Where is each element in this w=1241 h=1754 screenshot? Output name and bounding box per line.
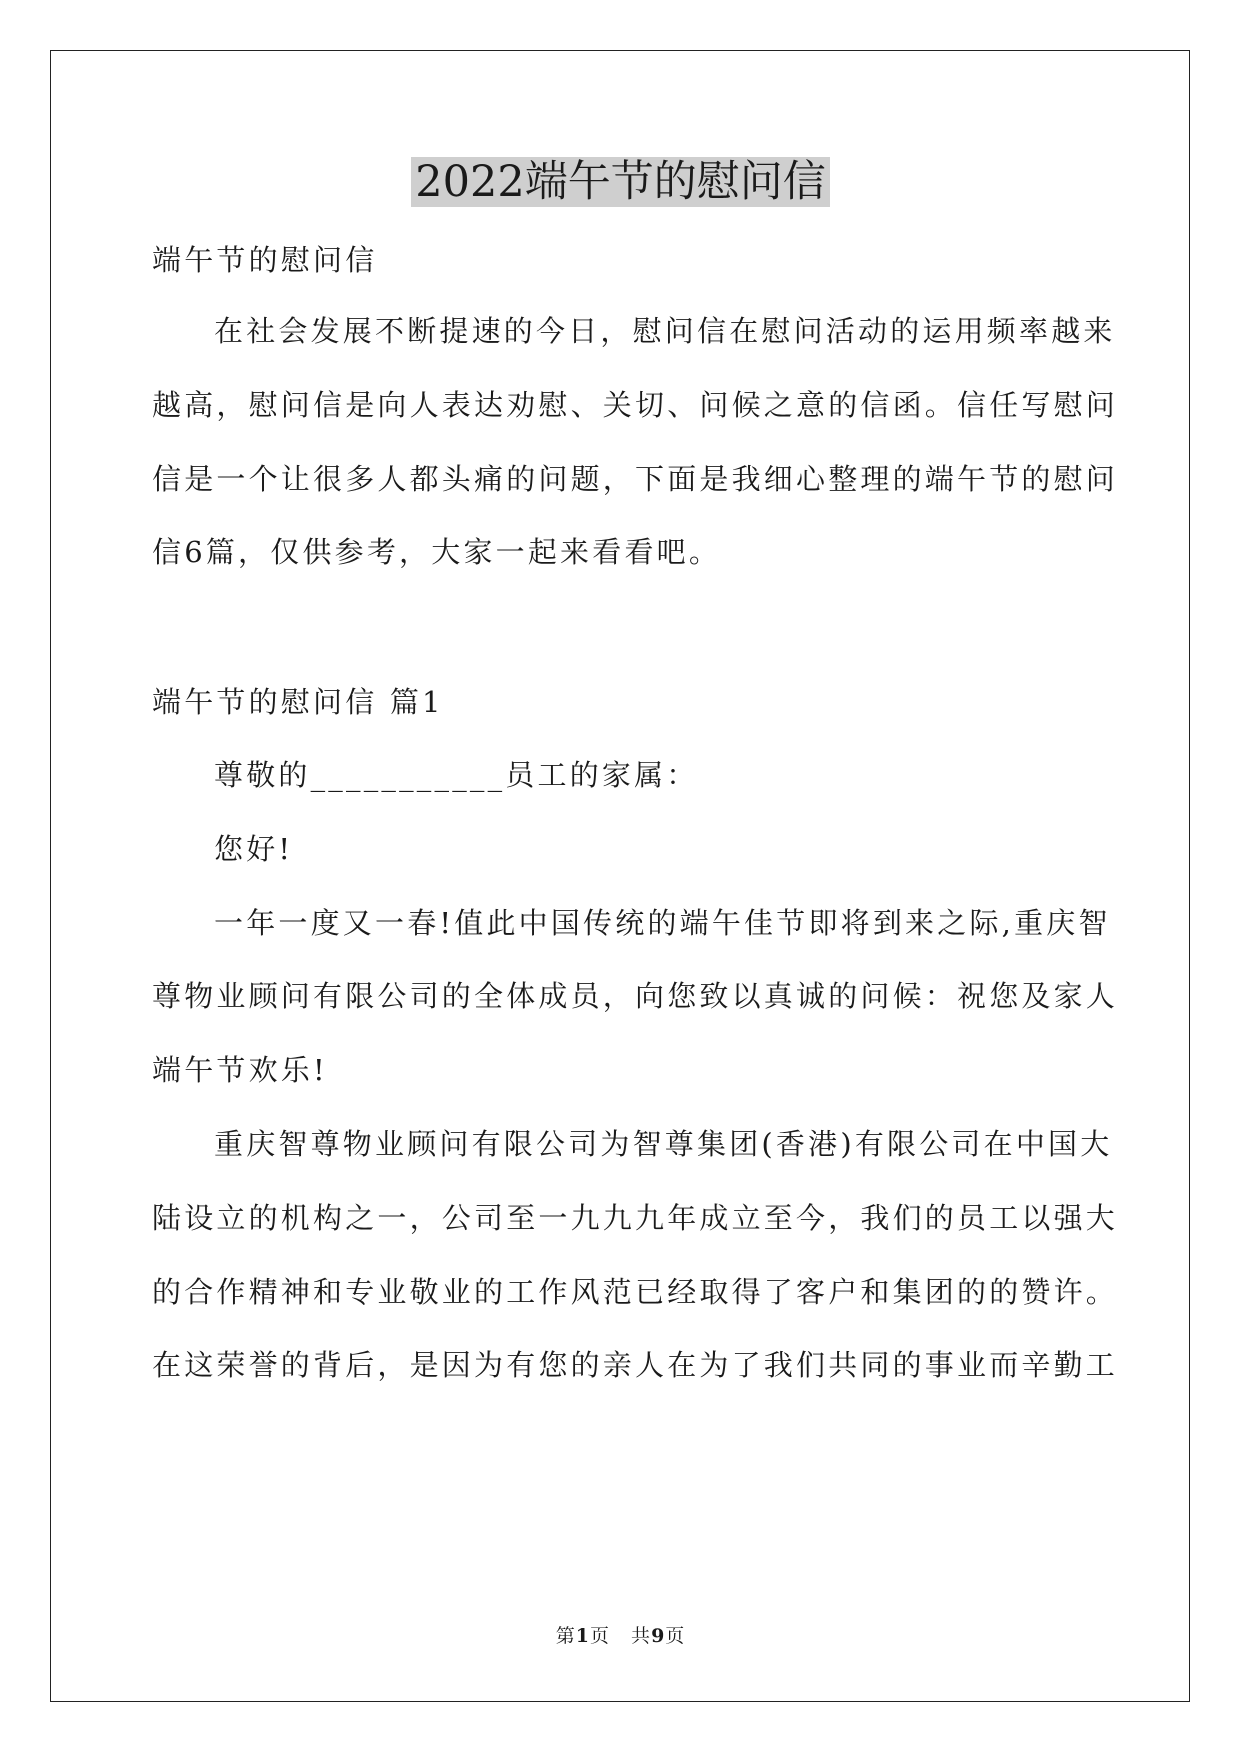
- page-suffix: 页: [665, 1625, 686, 1647]
- page-current: 1: [575, 1625, 590, 1647]
- paragraph-line: 在这荣誉的背后，是因为有您的亲人在为了我们共同的事业而辛勤工: [152, 1348, 1119, 1382]
- intro-line: 信6篇，仅供参考，大家一起来看看吧。: [152, 535, 722, 569]
- subtitle: 端午节的慰问信: [152, 243, 378, 277]
- paragraph-line: 端午节欢乐!: [152, 1053, 328, 1087]
- page-mid: 页 共: [589, 1625, 652, 1647]
- paragraph-line: 重庆智尊物业顾问有限公司为智尊集团(香港)有限公司在中国大: [214, 1127, 1113, 1161]
- page-footer: [0, 1622, 1241, 1650]
- intro-line: 信是一个让很多人都头痛的问题，下面是我细心整理的端午节的慰问: [152, 462, 1119, 496]
- intro-line: 在社会发展不断提速的今日，慰问信在慰问活动的运用频率越来: [214, 314, 1116, 348]
- paragraph-line: 陆设立的机构之一，公司至一九九九年成立至今，我们的员工以强大: [152, 1201, 1119, 1235]
- paragraph-line: 的合作精神和专业敬业的工作风范已经取得了客户和集团的的赞许。: [152, 1275, 1119, 1309]
- greeting: 您好!: [214, 832, 294, 866]
- section-heading: 端午节的慰问信 篇1: [152, 685, 444, 719]
- intro-line: 越高，慰问信是向人表达劝慰、关切、问候之意的信函。信任写慰问: [152, 388, 1119, 422]
- paragraph-line: 尊物业顾问有限公司的全体成员，向您致以真诚的问候：祝您及家人: [152, 979, 1119, 1013]
- paragraph-line: 一年一度又一春!值此中国传统的端午佳节即将到来之际,重庆智: [214, 906, 1111, 940]
- salutation: 尊敬的___________员工的家属：: [214, 758, 699, 792]
- page-total: 9: [651, 1625, 666, 1647]
- page-prefix: 第: [555, 1625, 576, 1647]
- document-title-text: 2022端午节的慰问信: [411, 157, 829, 207]
- document-title: [0, 152, 1241, 212]
- page-border: [50, 50, 1190, 1702]
